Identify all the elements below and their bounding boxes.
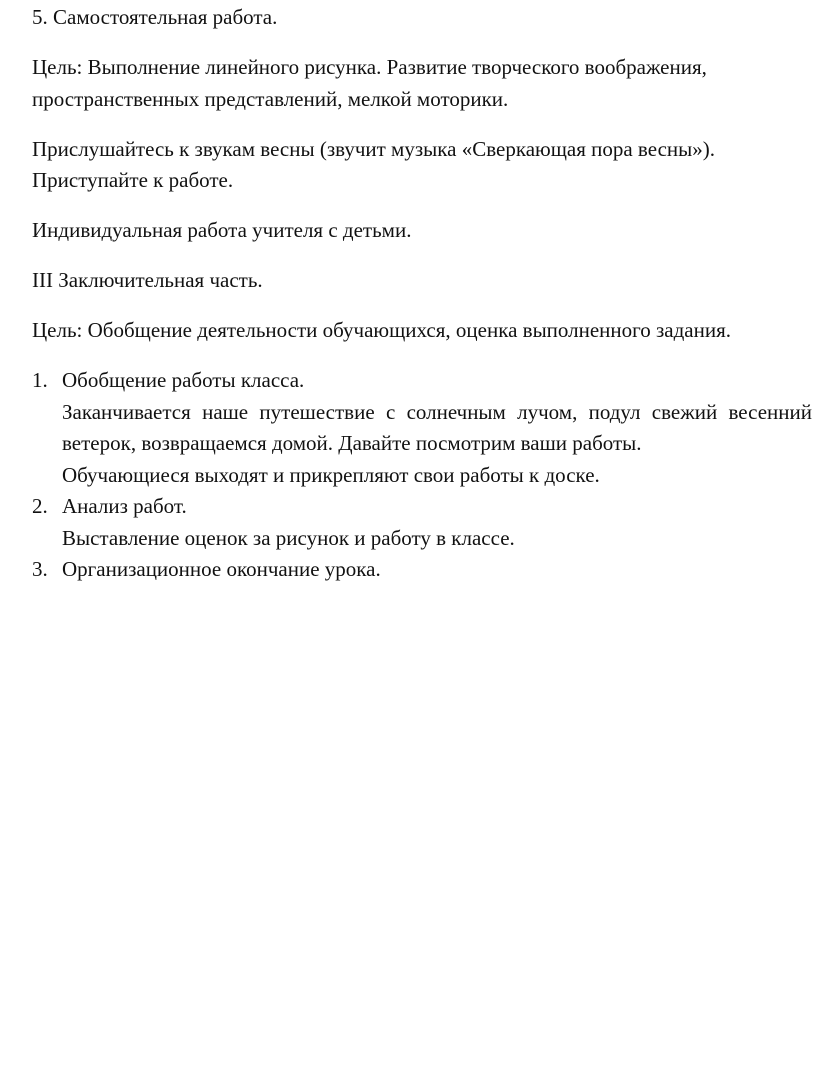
list-item [32,491,812,554]
conclusion-list [32,365,812,586]
list-item-text: Выставление оценок за рисунок и работу в классе. [62,525,515,550]
section-3-heading: III Заключительная часть. [32,268,263,292]
section-heading: 5. Самостоятельная работа. [32,5,278,29]
list-item [32,554,812,586]
list-item-title: Обобщение работы класса. [62,368,305,392]
goal-paragraph-1: Цель: Выполнение линейного рисунка. Развитие творческого воображения, пространственных представлений, мелкой моторики. [32,55,707,111]
individual-work-paragraph: Индивидуальная работа учителя с детьми. [32,218,412,242]
list-item-text: Обучающиеся выходят и прикрепляют свои работы к доске. [62,462,600,487]
list-item-title: Организационное окончание урока. [62,557,381,581]
list-item-title: Анализ работ. [62,494,187,518]
list-item [32,365,812,491]
list-item-text: Заканчивается наше путешествие с солнечным лучом, подул свежий весенний ветерок, возвращаемся домой. Давайте посмотрим ваши работы. [62,399,812,455]
goal-paragraph-2: Цель: Обобщение деятельности обучающихся, оценка выполненного задания. [32,318,732,342]
listen-paragraph: Прислушайтесь к звукам весны (звучит музыка «Сверкающая пора весны»). Приступайте к работе. [32,136,715,192]
list-item-number: 1. [32,368,48,392]
list-item-number: 2. [32,494,48,518]
list-item-number: 3. [32,557,48,581]
